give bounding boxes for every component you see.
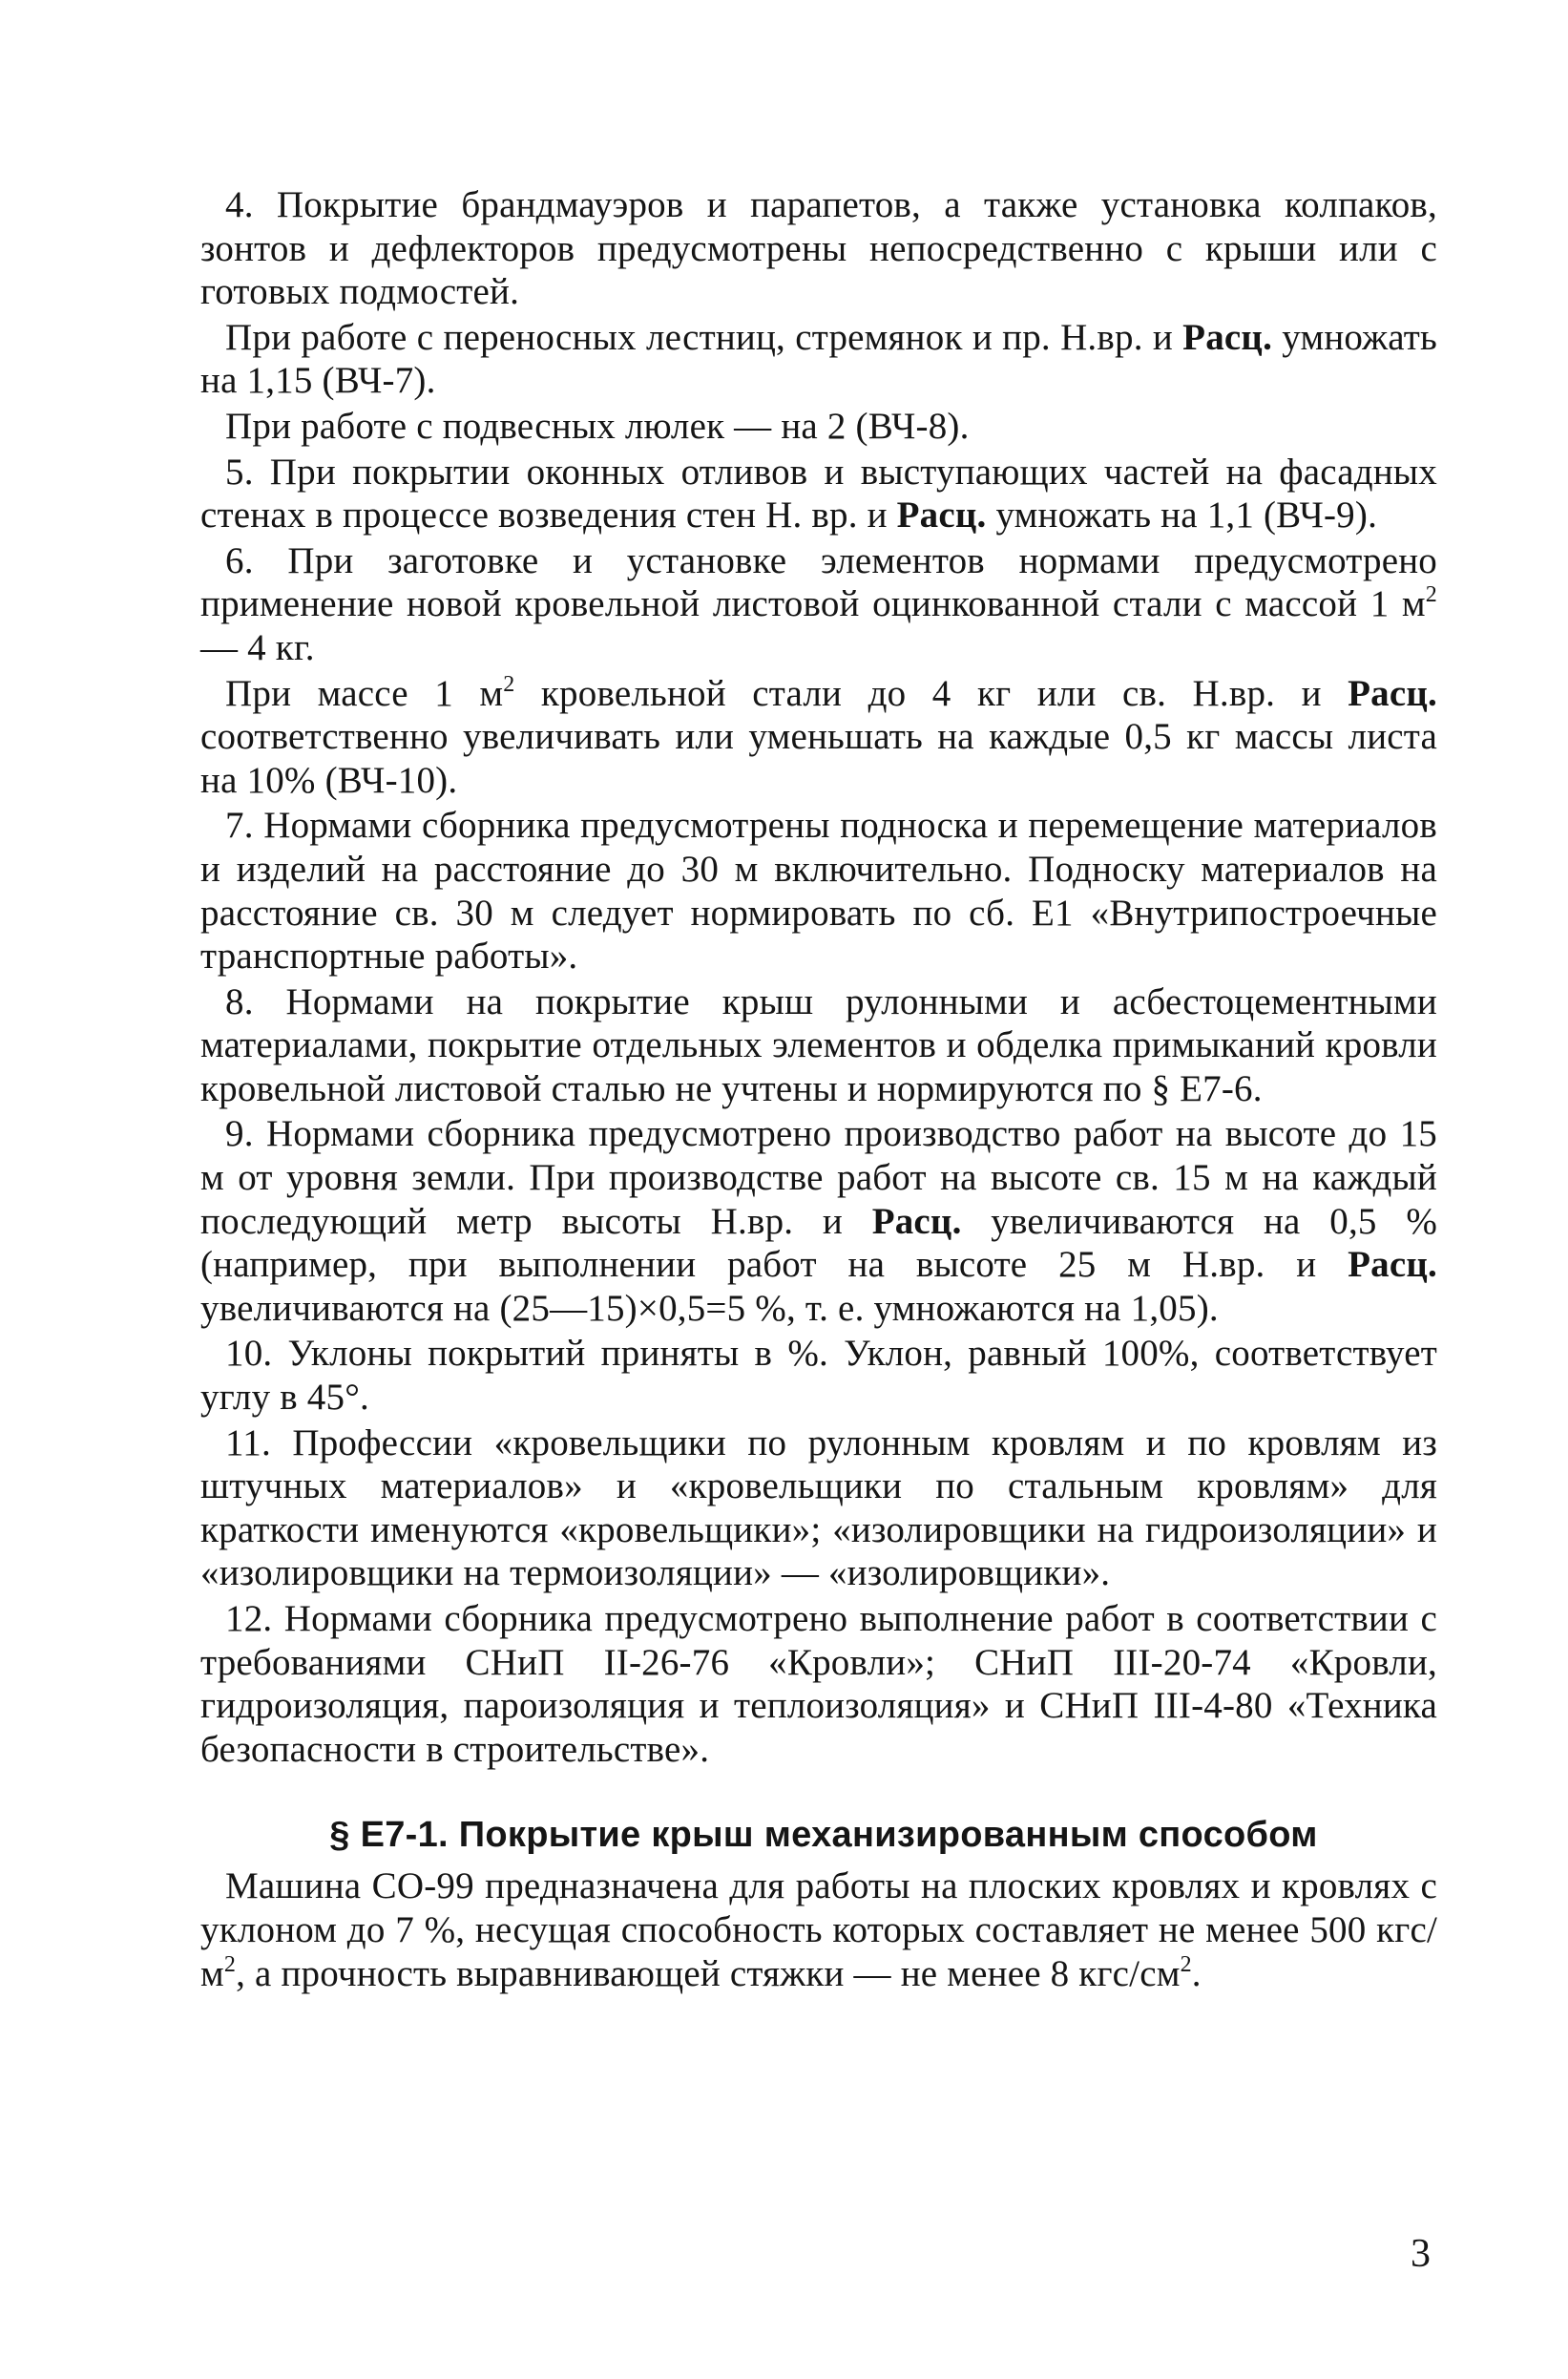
text-run: 11. Профессии «кровельщики по рулонным кровлям и по кровлям из штучных материалов» и «кровельщики по стальным кровлям» для краткости именуются «кровельщики»; «изолировщики на гидроизоляции» и «изолировщики на термоизоляции» — «изолировщики». xyxy=(200,1421,1437,1594)
text-run: Машина СО-99 предназначена для работы на плоских кровлях и кровлях с уклоном до 7 %, несущая способность которых составляет не менее 500 кгс/м xyxy=(200,1865,1437,1994)
text-run: При массе 1 м xyxy=(225,672,504,714)
text-run: 10. Уклоны покрытий приняты в %. Уклон, равный 100%, соответствует углу в 45°. xyxy=(200,1333,1437,1419)
paragraph xyxy=(200,672,1437,803)
text-run: кровельной стали до 4 кг или св. Н.вр. и xyxy=(514,672,1348,714)
text-run: увеличиваются на (25—15)×0,5=5 %, т. е. умножаются на 1,05). xyxy=(200,1287,1219,1329)
text-run: 8. Нормами на покрытие крыш рулонными и асбестоцементными материалами, покрытие отдельных элементов и обделка примыканий кровли кровельной листовой сталью не учтены и нормируются по § Е7-6. xyxy=(200,980,1437,1109)
superscript: 2 xyxy=(1180,1951,1192,1977)
text-run: умножать на 1,15 (ВЧ-7). xyxy=(200,316,1437,402)
paragraph xyxy=(200,405,1437,449)
body-paragraphs xyxy=(200,183,1437,1771)
text-run: 7. Нормами сборника предусмотрены подноска и перемещение материалов и изделий на расстояние до 30 м включительно. Подноску материалов на расстояние св. 30 м следует нормировать по сб. Е1 «Внутрипостроечные транспортные работы». xyxy=(200,805,1437,978)
text-run: увеличиваются на 0,5 % (например, при выполнении работ на высоте 25 м Н.вр. и xyxy=(200,1200,1438,1286)
text-run: 12. Нормами сборника предусмотрено выполнение работ в соответствии с требованиями СНиП II-26-76 «Кровли»; СНиП III-20-74 «Кровли, гидроизоляция, пароизоляция и теплоизоляция» и СНиП III-4-80 «Техника безопасности в строительстве». xyxy=(200,1598,1437,1770)
bold-term: Расц. xyxy=(1348,1244,1437,1286)
superscript: 2 xyxy=(223,1951,237,1977)
page-number: 3 xyxy=(1411,2232,1431,2276)
text-run: умножать на 1,1 (ВЧ-9). xyxy=(986,495,1378,537)
text-run: 5. При покрытии оконных отливов и выступающих частей на фасадных стенах в процессе возведения стен Н. вр. и xyxy=(200,451,1437,537)
paragraph xyxy=(200,980,1437,1111)
superscript: 2 xyxy=(503,671,515,697)
paragraph xyxy=(200,1421,1437,1595)
paragraph xyxy=(200,1112,1437,1330)
text-run: . xyxy=(1191,1952,1202,1994)
bold-term: Расц. xyxy=(896,495,987,537)
paragraph xyxy=(200,1597,1437,1771)
paragraph xyxy=(200,539,1437,670)
text-run: соответственно увеличивать или уменьшать на каждые 0,5 кг массы листа на 10% (ВЧ-10). xyxy=(200,716,1437,801)
paragraph xyxy=(200,1864,1437,1995)
paragraph xyxy=(200,316,1437,403)
paragraph xyxy=(200,451,1437,537)
bold-term: Расц. xyxy=(1348,672,1437,714)
text-run: 6. При заготовке и установке элементов нормами предусмотрено применение новой кровельной листовой оцинкованной стали с массой 1 м xyxy=(200,539,1437,625)
text-run: , а прочность выравнивающей стяжки — не менее 8 кгс/см xyxy=(236,1952,1181,1994)
paragraph xyxy=(200,183,1437,314)
bold-term: Расц. xyxy=(1182,316,1273,358)
paragraph xyxy=(200,804,1437,978)
text-run: 9. Нормами сборника предусмотрено производство работ на высоте до 15 м от уровня земли. При производстве работ на высоте св. 15 м на каждый последующий метр высоты Н.вр. и xyxy=(200,1113,1437,1242)
text-run: При работе с подвесных люлек — на 2 (ВЧ-8). xyxy=(225,405,970,447)
section-heading: § Е7-1. Покрытие крыш механизированным способом xyxy=(329,1815,1318,1856)
superscript: 2 xyxy=(1425,582,1437,608)
paragraph xyxy=(200,1332,1437,1419)
section-paragraphs xyxy=(200,1864,1437,1995)
text-run: 4. Покрытие брандмауэров и парапетов, а также установка колпаков, зонтов и дефлекторов предусмотрены непосредственно с крыши или с готовых подмостей. xyxy=(200,184,1437,313)
text-run: При работе с переносных лестниц, стремянок и пр. Н.вр. и xyxy=(225,316,1183,358)
text-column xyxy=(200,183,1437,1995)
text-run: — 4 кг. xyxy=(200,626,315,668)
bold-term: Расц. xyxy=(871,1200,962,1242)
